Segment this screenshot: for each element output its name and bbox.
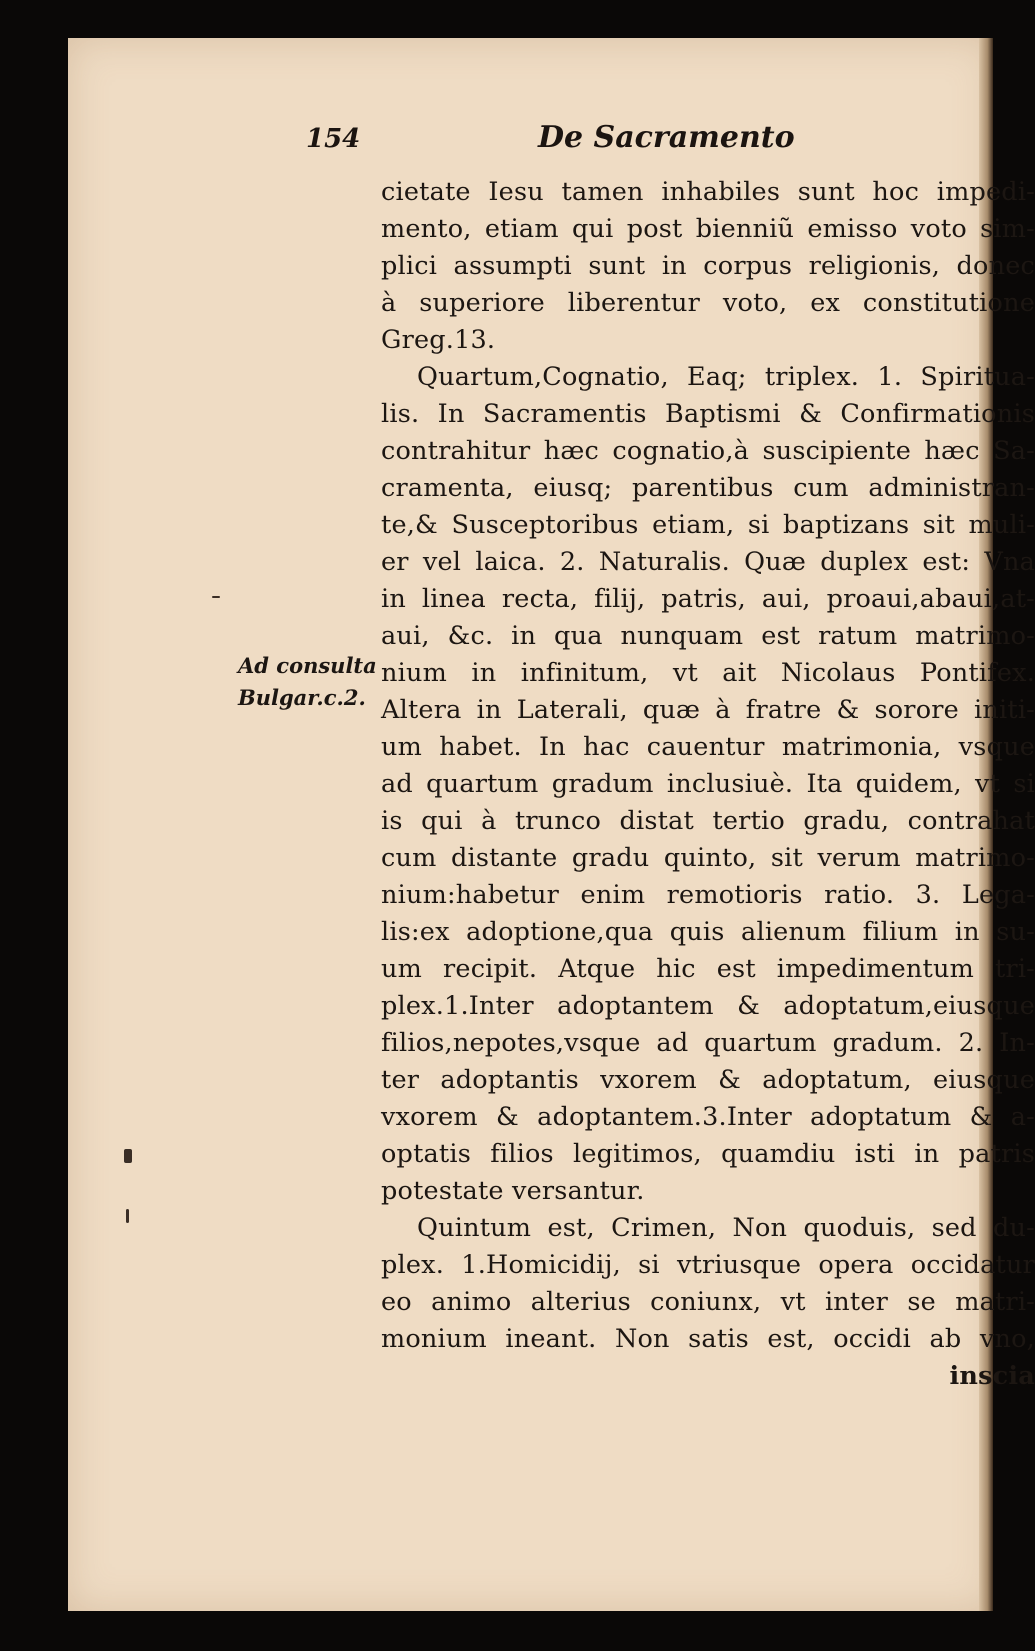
text-line: plici assumpti sunt in corpus religionis, donec [381,251,1035,281]
margin-note [238,650,378,714]
ink-mark [212,596,220,598]
text-line: cum distante gradu quinto, sit verum matrimo- [381,843,1035,873]
text-line: à superiore liberentur voto, ex constitutione [381,288,1035,318]
text-line: monium ineant. Non satis est, occidi ab vno, [381,1324,1035,1354]
running-title: De Sacramento [538,120,795,155]
catchword: inscia [949,1361,1035,1391]
text-line: Quartum,Cognatio, Eaq; triplex. 1. Spiritua- [417,362,1035,392]
text-line: is qui à trunco distat tertio gradu, contrahat [381,806,1035,836]
text-line: nium in infinitum, vt ait Nicolaus Pontifex. [381,658,1035,688]
running-head [306,86,806,155]
text-line: lis. In Sacramentis Baptismi & Confirmationis [381,399,1035,429]
text-line: um habet. In hac cauentur matrimonia, vsque [381,732,1035,762]
text-line: er vel laica. 2. Naturalis. Quæ duplex est: Vna [381,547,1035,577]
text-line: aui, &c. in qua nunquam est ratum matrimo- [381,621,1035,651]
page-sheet [68,38,1035,1611]
text-line: plex.1.Inter adoptantem & adoptatum,eiusque [381,991,1035,1021]
text-line: Quintum est, Crimen, Non quoduis, sed du- [417,1213,1035,1243]
text-block [381,174,1035,1395]
text-line: potestate versantur. [381,1176,645,1206]
text-line: contrahitur hæc cognatio,à suscipiente hæc Sa- [381,436,1035,466]
text-line: plex. 1.Homicidij, si vtriusque opera occidatur [381,1250,1035,1280]
text-line: filios,nepotes,vsque ad quartum gradum. 2. In- [381,1028,1035,1058]
ink-mark [126,1209,129,1223]
text-line: mento, etiam qui post bienniũ emisso voto sim- [381,214,1035,244]
text-line: Altera in Laterali, quæ à fratre & sorore initi- [381,695,1035,725]
ink-mark [124,1149,132,1163]
margin-note-line-1: Ad consulta [238,653,377,678]
text-line: te,& Susceptoribus etiam, si baptizans sit muli- [381,510,1035,540]
text-line: optatis filios legitimos, quamdiu isti in patris [381,1139,1035,1169]
text-line: in linea recta, filij, patris, aui, proaui,abaui,at- [381,584,1035,614]
text-line: um recipit. Atque hic est impedimentum tri- [381,954,1035,984]
text-line: cietate Iesu tamen inhabiles sunt hoc impedi- [381,177,1035,207]
margin-note-line-2: Bulgar.c.2. [238,685,366,710]
text-line: ad quartum gradum inclusiuè. Ita quidem, vt si [381,769,1035,799]
text-line: cramenta, eiusq; parentibus cum administran- [381,473,1035,503]
text-line: nium:habetur enim remotioris ratio. 3. Lega- [381,880,1035,910]
text-line: eo animo alterius coniunx, vt inter se matri- [381,1287,1035,1317]
text-line: Greg.13. [381,325,496,355]
text-line: lis:ex adoptione,qua quis alienum filium in su- [381,917,1035,947]
text-line: ter adoptantis vxorem & adoptatum, eiusque [381,1065,1035,1095]
page-number: 154 [306,124,361,154]
text-line: vxorem & adoptantem.3.Inter adoptatum & a- [381,1102,1035,1132]
